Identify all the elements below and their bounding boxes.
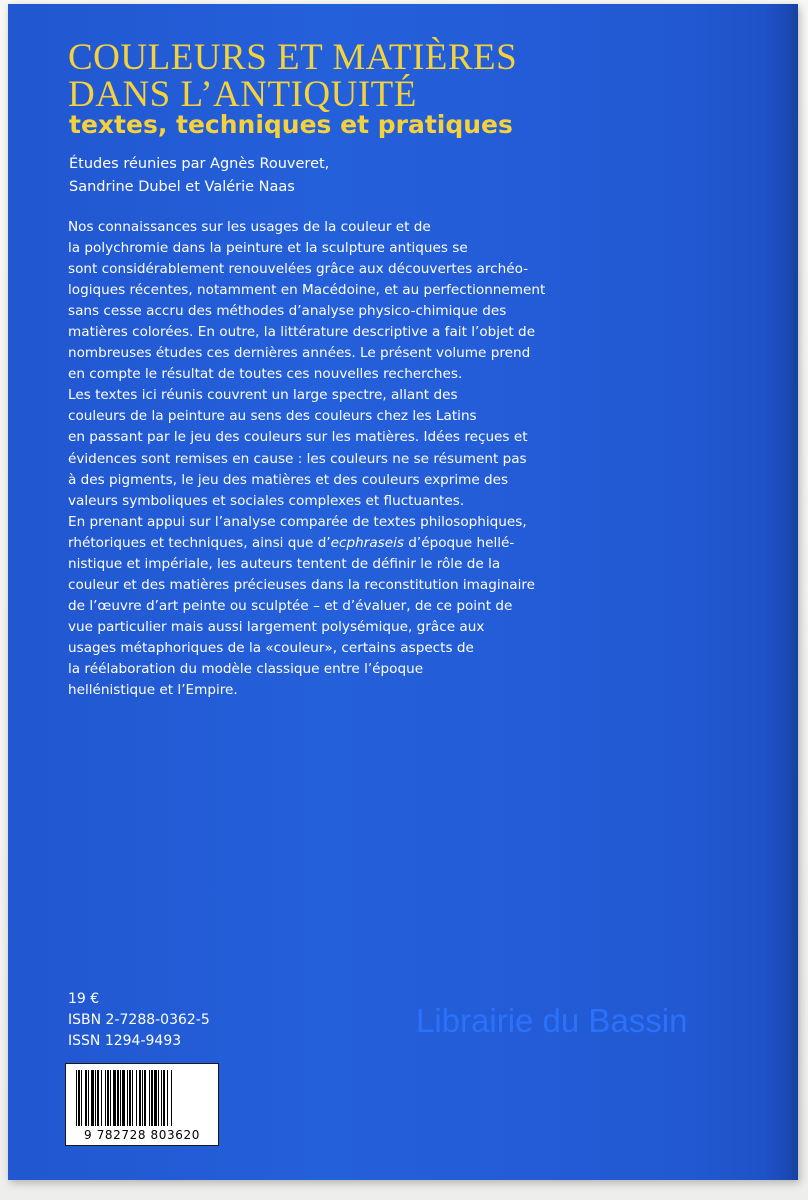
barcode-bar	[97, 1070, 99, 1126]
blurb-line	[68, 238, 548, 259]
barcode-bars	[74, 1070, 212, 1126]
blurb-line: couleur et des matières précieuses dans la reconstitution imaginaire	[68, 576, 536, 593]
barcode-bar	[151, 1070, 153, 1126]
blurb-line	[68, 533, 548, 554]
blurb-line: sont considérablement renouvelées grâce aux découvertes archéo-	[68, 261, 529, 278]
barcode-bar	[149, 1070, 150, 1126]
blurb-line-end: d’époque hellé-	[403, 534, 515, 551]
barcode-bar	[105, 1070, 106, 1126]
barcode-bar	[161, 1070, 162, 1126]
blurb-line-text: la polychromie dans la peinture et la sculpture antiques se	[68, 240, 468, 257]
blurb-line: valeurs symboliques et sociales complexes et fluctuantes.	[68, 492, 465, 509]
barcode-bar	[154, 1070, 157, 1126]
blurb-line: matières colorées. En outre, la littérature descriptive a fait l’objet de	[68, 324, 536, 341]
price-isbn-block	[68, 989, 210, 1052]
blurb-line: Les textes ici réunis couvrent un large spectre, allant des	[68, 387, 458, 404]
barcode-bar	[163, 1070, 165, 1126]
issn-label: ISSN 1294-9493	[68, 1033, 182, 1049]
barcode-bar	[81, 1070, 82, 1126]
blurb-text	[68, 217, 548, 701]
barcode-bar	[144, 1070, 146, 1126]
editors-line-1: Études réunies par Agnès Rouveret,	[69, 156, 330, 172]
blurb-line: nistique et impériale, les auteurs tentent de définir le rôle de la	[68, 555, 501, 572]
blurb-line: usages métaphoriques de la «couleur», certains aspects de	[68, 639, 474, 656]
book-subtitle: textes, techniques et pratiques	[69, 110, 513, 139]
barcode-bar	[167, 1070, 168, 1126]
barcode-bar	[158, 1070, 159, 1126]
barcode-bar	[117, 1070, 119, 1126]
barcode-bar	[127, 1070, 128, 1126]
barcode-bar	[122, 1070, 125, 1126]
barcode-bar	[171, 1070, 172, 1126]
blurb-line: évidences sont remises en cause : les couleurs ne se résument pas	[68, 450, 527, 467]
barcode-bar	[110, 1070, 111, 1126]
blurb-line: à des pigments, le jeu des matières et des couleurs exprime des	[68, 471, 509, 488]
barcode-bar	[85, 1070, 87, 1126]
blurb-line: couleurs de la peinture au sens des couleurs chez les Latins	[68, 408, 477, 425]
isbn-label: ISBN 2-7288-0362-5	[68, 1012, 210, 1028]
barcode-digits: 9 782728 803620	[84, 1128, 200, 1142]
barcode-bar	[120, 1070, 121, 1126]
barcode-bar	[88, 1070, 89, 1126]
blurb-line: nombreuses études ces dernières années. Le présent volume prend	[68, 345, 531, 362]
book-back-cover	[8, 4, 798, 1180]
editors-line-2: Sandrine Dubel et Valérie Naas	[69, 179, 295, 195]
barcode-bar	[95, 1070, 96, 1126]
barcode-bar	[78, 1070, 80, 1126]
barcode-bar	[76, 1070, 77, 1126]
blurb-line: vue particulier mais aussi largement polysémique, grâce aux	[68, 618, 485, 635]
blurb-line: la réélaboration du modèle classique entre l’époque	[68, 660, 424, 677]
blurb-line: hellénistique et l’Empire.	[68, 682, 238, 699]
barcode-bar	[136, 1070, 137, 1126]
barcode-bar	[91, 1070, 94, 1126]
book-title-line-2: DANS L’ANTIQUITÉ	[68, 74, 417, 115]
barcode-bar	[132, 1070, 133, 1126]
barcode-bar	[129, 1070, 131, 1126]
blurb-line-start: rhétoriques et techniques, ainsi que d’	[68, 534, 331, 551]
blurb-line: en passant par le jeu des couleurs sur les matières. Idées reçues et	[68, 429, 528, 446]
barcode	[65, 1063, 219, 1146]
seller-watermark: Librairie du Bassin	[416, 1002, 688, 1039]
blurb-line: En prenant appui sur l’analyse comparée de textes philosophiques,	[68, 513, 527, 530]
barcode-bar	[101, 1070, 102, 1126]
ecphraseis-italic: ecphraseis	[330, 534, 404, 551]
editors-credit	[69, 153, 329, 199]
barcode-bar	[113, 1070, 116, 1126]
barcode-bar	[139, 1070, 141, 1126]
book-title-line-1: COULEURS ET MATIÈRES	[68, 37, 518, 78]
blurb-line: logiques récentes, notamment en Macédoine, et au perfectionnement	[68, 282, 546, 299]
blurb-line: en compte le résultat de toutes ces nouvelles recherches.	[68, 366, 463, 383]
price-label: 19 €	[68, 991, 100, 1007]
barcode-bar	[107, 1070, 109, 1126]
blurb-line: de l’œuvre d’art peinte ou sculptée – et d’évaluer, de ce point de	[68, 597, 513, 614]
blurb-line: sans cesse accru des méthodes d’analyse physico-chimique des	[68, 303, 507, 320]
cover-edge-shadow	[764, 4, 798, 1180]
blurb-line: Nos connaissances sur les usages de la couleur et de	[68, 219, 431, 235]
barcode-bar	[142, 1070, 143, 1126]
